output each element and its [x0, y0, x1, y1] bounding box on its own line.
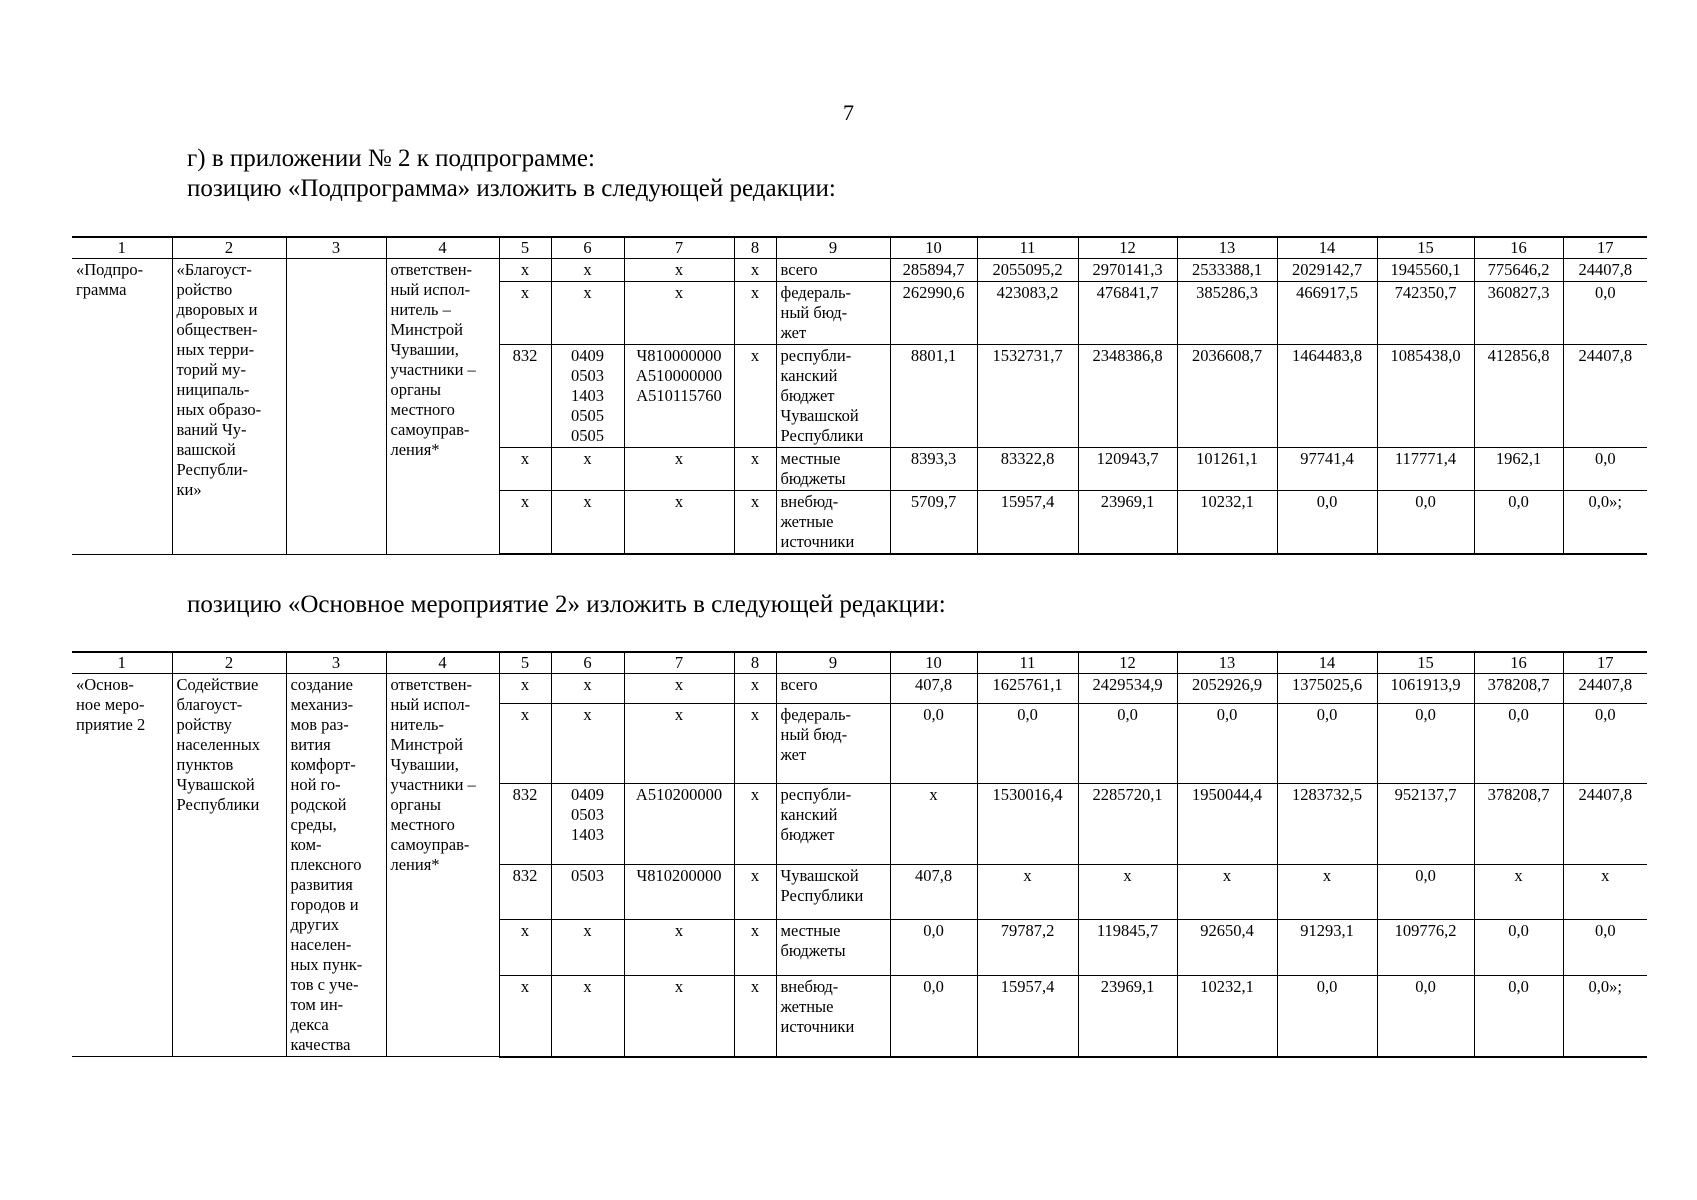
column-number: 9	[776, 652, 890, 674]
gr-cell: х	[734, 674, 776, 704]
funding-source-cell: внебюд- жетные источники	[776, 975, 890, 1057]
amount-cell: 1061913,9	[1377, 674, 1474, 704]
name-cell: Содействие благоуст- ройству населенных пунктов Чувашской Республики	[172, 674, 286, 1057]
amount-cell: 2029142,7	[1277, 259, 1377, 282]
column-number: 3	[286, 237, 386, 259]
goal-cell	[286, 259, 386, 555]
rz-pr-cell: х	[551, 491, 624, 555]
amount-cell: 2285720,1	[1078, 784, 1177, 865]
amount-cell: х	[977, 865, 1078, 920]
intro-text	[187, 144, 836, 204]
funding-source-cell: всего	[776, 674, 890, 704]
amount-cell: 0,0	[1277, 491, 1377, 555]
amount-cell: 0,0	[1474, 975, 1563, 1057]
column-number: 13	[1177, 652, 1277, 674]
table-row	[72, 674, 1647, 704]
amount-cell: 120943,7	[1078, 448, 1177, 491]
funding-source-cell: федераль- ный бюд- жет	[776, 282, 890, 345]
grbs-cell: 832	[499, 865, 551, 920]
csr-cell: Ч810200000	[624, 865, 734, 920]
column-number: 7	[624, 237, 734, 259]
rz-pr-cell: х	[551, 448, 624, 491]
column-number: 4	[386, 652, 499, 674]
grbs-cell: х	[499, 920, 551, 975]
amount-cell: 0,0	[1277, 975, 1377, 1057]
csr-cell: х	[624, 674, 734, 704]
amount-cell: 742350,7	[1377, 282, 1474, 345]
grbs-cell: х	[499, 491, 551, 555]
funding-source-cell: местные бюджеты	[776, 448, 890, 491]
amount-cell: 24407,8	[1563, 674, 1647, 704]
funding-source-cell: Чувашской Республики	[776, 865, 890, 920]
subprogram-table	[72, 236, 1647, 555]
amount-cell: 23969,1	[1078, 975, 1177, 1057]
csr-cell: х	[624, 282, 734, 345]
amount-cell: 0,0	[1563, 282, 1647, 345]
rz-pr-cell: 0503	[551, 865, 624, 920]
main-activity-table	[72, 651, 1647, 1058]
csr-cell: A510200000	[624, 784, 734, 865]
grbs-cell: 832	[499, 784, 551, 865]
amount-cell: х	[1177, 865, 1277, 920]
column-number: 8	[734, 237, 776, 259]
column-number: 7	[624, 652, 734, 674]
amount-cell: 466917,5	[1277, 282, 1377, 345]
amount-cell: 109776,2	[1377, 920, 1474, 975]
amount-cell: 0,0	[890, 975, 977, 1057]
page-number: 7	[843, 100, 854, 125]
column-number-row	[72, 652, 1647, 674]
amount-cell: 1464483,8	[1277, 345, 1377, 448]
csr-cell: х	[624, 703, 734, 784]
amount-cell: 412856,8	[1474, 345, 1563, 448]
amount-cell: 0,0	[890, 703, 977, 784]
column-number: 1	[72, 652, 172, 674]
amount-cell: 0,0	[1563, 703, 1647, 784]
column-number: 11	[977, 652, 1078, 674]
amount-cell: 5709,7	[890, 491, 977, 555]
amount-cell: 0,0	[977, 703, 1078, 784]
amount-cell: 2052926,9	[1177, 674, 1277, 704]
amount-cell: 0,0	[1474, 491, 1563, 555]
amount-cell: 1962,1	[1474, 448, 1563, 491]
gr-cell: х	[734, 259, 776, 282]
amount-cell: 92650,4	[1177, 920, 1277, 975]
column-number: 12	[1078, 652, 1177, 674]
status-cell: «Основ- ное меро- приятие 2	[72, 674, 172, 1057]
amount-cell: 119845,7	[1078, 920, 1177, 975]
funding-source-cell: республи- канский бюджет Чувашской Республики	[776, 345, 890, 448]
amount-cell: 2036608,7	[1177, 345, 1277, 448]
amount-cell: 0,0	[890, 920, 977, 975]
gr-cell: х	[734, 975, 776, 1057]
amount-cell: 117771,4	[1377, 448, 1474, 491]
amount-cell: 360827,3	[1474, 282, 1563, 345]
rz-pr-cell: х	[551, 674, 624, 704]
gr-cell: х	[734, 784, 776, 865]
grbs-cell: х	[499, 674, 551, 704]
column-number: 5	[499, 237, 551, 259]
funding-source-cell: местные бюджеты	[776, 920, 890, 975]
amount-cell: 2533388,1	[1177, 259, 1277, 282]
amount-cell: х	[890, 784, 977, 865]
rz-pr-cell: х	[551, 282, 624, 345]
amount-cell: 1530016,4	[977, 784, 1078, 865]
amount-cell: 0,0	[1078, 703, 1177, 784]
amount-cell: 15957,4	[977, 491, 1078, 555]
funding-source-cell: внебюд- жетные источники	[776, 491, 890, 555]
amount-cell: 10232,1	[1177, 975, 1277, 1057]
csr-cell: Ч810000000 A510000000 A510115760	[624, 345, 734, 448]
amount-cell: 385286,3	[1177, 282, 1277, 345]
grbs-cell: х	[499, 975, 551, 1057]
amount-cell: 83322,8	[977, 448, 1078, 491]
amount-cell: 0,0	[1377, 703, 1474, 784]
rz-pr-cell: х	[551, 259, 624, 282]
amount-cell: 407,8	[890, 674, 977, 704]
column-number: 6	[551, 237, 624, 259]
amount-cell: 0,0	[1277, 703, 1377, 784]
table-row	[72, 259, 1647, 282]
amount-cell: х	[1474, 865, 1563, 920]
funding-source-cell: всего	[776, 259, 890, 282]
column-number: 2	[172, 237, 286, 259]
amount-cell: 0,0	[1563, 920, 1647, 975]
csr-cell: х	[624, 975, 734, 1057]
grbs-cell: х	[499, 703, 551, 784]
funding-source-cell: федераль- ный бюд- жет	[776, 703, 890, 784]
amount-cell: 476841,7	[1078, 282, 1177, 345]
amount-cell: 91293,1	[1277, 920, 1377, 975]
amount-cell: 0,0	[1563, 448, 1647, 491]
amount-cell: 101261,1	[1177, 448, 1277, 491]
rz-pr-cell: х	[551, 703, 624, 784]
column-number: 2	[172, 652, 286, 674]
grbs-cell: х	[499, 448, 551, 491]
amount-cell: 0,0	[1474, 920, 1563, 975]
amount-cell: 2429534,9	[1078, 674, 1177, 704]
amount-cell: 24407,8	[1563, 345, 1647, 448]
gr-cell: х	[734, 345, 776, 448]
csr-cell: х	[624, 259, 734, 282]
amount-cell: 1375025,6	[1277, 674, 1377, 704]
amount-cell: 97741,4	[1277, 448, 1377, 491]
gr-cell: х	[734, 920, 776, 975]
amount-cell: 1532731,7	[977, 345, 1078, 448]
column-number: 13	[1177, 237, 1277, 259]
amount-cell: 0,0	[1377, 865, 1474, 920]
amount-cell: 775646,2	[1474, 259, 1563, 282]
column-number: 16	[1474, 237, 1563, 259]
amount-cell: 15957,4	[977, 975, 1078, 1057]
amount-cell: х	[1563, 865, 1647, 920]
column-number: 15	[1377, 652, 1474, 674]
column-number-row	[72, 237, 1647, 259]
amount-cell: 1625761,1	[977, 674, 1078, 704]
column-number: 1	[72, 237, 172, 259]
column-number: 17	[1563, 237, 1647, 259]
rz-pr-cell: 0409 0503 1403 0505 0505	[551, 345, 624, 448]
column-number: 11	[977, 237, 1078, 259]
column-number: 16	[1474, 652, 1563, 674]
amount-cell: 8801,1	[890, 345, 977, 448]
amount-cell: 0,0»;	[1563, 491, 1647, 555]
intro-line-2: позицию «Подпрограмма» изложить в следующей редакции:	[187, 175, 836, 202]
amount-cell: 23969,1	[1078, 491, 1177, 555]
grbs-cell: 832	[499, 345, 551, 448]
rz-pr-cell: х	[551, 975, 624, 1057]
amount-cell: 0,0»;	[1563, 975, 1647, 1057]
csr-cell: х	[624, 448, 734, 491]
amount-cell: 0,0	[1377, 491, 1474, 555]
amount-cell: 10232,1	[1177, 491, 1277, 555]
name-cell: «Благоуст- ройство дворовых и обществен- ных терри- торий му- ниципаль- ных образо- ваний Чу- вашской Республи- ки»	[172, 259, 286, 555]
amount-cell: 2970141,3	[1078, 259, 1177, 282]
amount-cell: 0,0	[1177, 703, 1277, 784]
rz-pr-cell: х	[551, 920, 624, 975]
column-number: 9	[776, 237, 890, 259]
status-cell: «Подпро- грамма	[72, 259, 172, 555]
executor-cell: ответствен- ный испол- нитель- Минстрой Чувашии, участники – органы местного самоуправ- ления*	[386, 674, 499, 1057]
column-number: 4	[386, 237, 499, 259]
amount-cell: 378208,7	[1474, 674, 1563, 704]
amount-cell: 1950044,4	[1177, 784, 1277, 865]
executor-cell: ответствен- ный испол- нитель – Минстрой Чувашии, участники – органы местного самоуправ- ления*	[386, 259, 499, 555]
column-number: 3	[286, 652, 386, 674]
column-number: 8	[734, 652, 776, 674]
goal-cell: создание механиз- мов раз- вития комфорт- ной го- родской среды, ком- плексного развития городов и других населен- ных пунк- тов с уче- том ин- декса качества	[286, 674, 386, 1057]
grbs-cell: х	[499, 259, 551, 282]
gr-cell: х	[734, 703, 776, 784]
amount-cell: 24407,8	[1563, 784, 1647, 865]
gr-cell: х	[734, 282, 776, 345]
column-number: 12	[1078, 237, 1177, 259]
amount-cell: 262990,6	[890, 282, 977, 345]
column-number: 15	[1377, 237, 1474, 259]
amount-cell: 285894,7	[890, 259, 977, 282]
amount-cell: 79787,2	[977, 920, 1078, 975]
intro-line-1: г) в приложении № 2 к подпрограмме:	[187, 145, 595, 172]
column-number: 5	[499, 652, 551, 674]
gr-cell: х	[734, 448, 776, 491]
column-number: 10	[890, 652, 977, 674]
column-number: 6	[551, 652, 624, 674]
column-number: 10	[890, 237, 977, 259]
amount-cell: 1945560,1	[1377, 259, 1474, 282]
amount-cell: 423083,2	[977, 282, 1078, 345]
amount-cell: 407,8	[890, 865, 977, 920]
amount-cell: 2348386,8	[1078, 345, 1177, 448]
amount-cell: 1085438,0	[1377, 345, 1474, 448]
amount-cell: 0,0	[1377, 975, 1474, 1057]
intro-text-2: позицию «Основное мероприятие 2» изложить в следующей редакции:	[187, 591, 946, 618]
amount-cell: х	[1078, 865, 1177, 920]
amount-cell: 24407,8	[1563, 259, 1647, 282]
amount-cell: 1283732,5	[1277, 784, 1377, 865]
grbs-cell: х	[499, 282, 551, 345]
rz-pr-cell: 0409 0503 1403	[551, 784, 624, 865]
gr-cell: х	[734, 865, 776, 920]
csr-cell: х	[624, 491, 734, 555]
amount-cell: х	[1277, 865, 1377, 920]
column-number: 17	[1563, 652, 1647, 674]
amount-cell: 378208,7	[1474, 784, 1563, 865]
gr-cell: х	[734, 491, 776, 555]
column-number: 14	[1277, 237, 1377, 259]
amount-cell: 2055095,2	[977, 259, 1078, 282]
amount-cell: 0,0	[1474, 703, 1563, 784]
amount-cell: 952137,7	[1377, 784, 1474, 865]
column-number: 14	[1277, 652, 1377, 674]
funding-source-cell: республи- канский бюджет	[776, 784, 890, 865]
amount-cell: 8393,3	[890, 448, 977, 491]
csr-cell: х	[624, 920, 734, 975]
